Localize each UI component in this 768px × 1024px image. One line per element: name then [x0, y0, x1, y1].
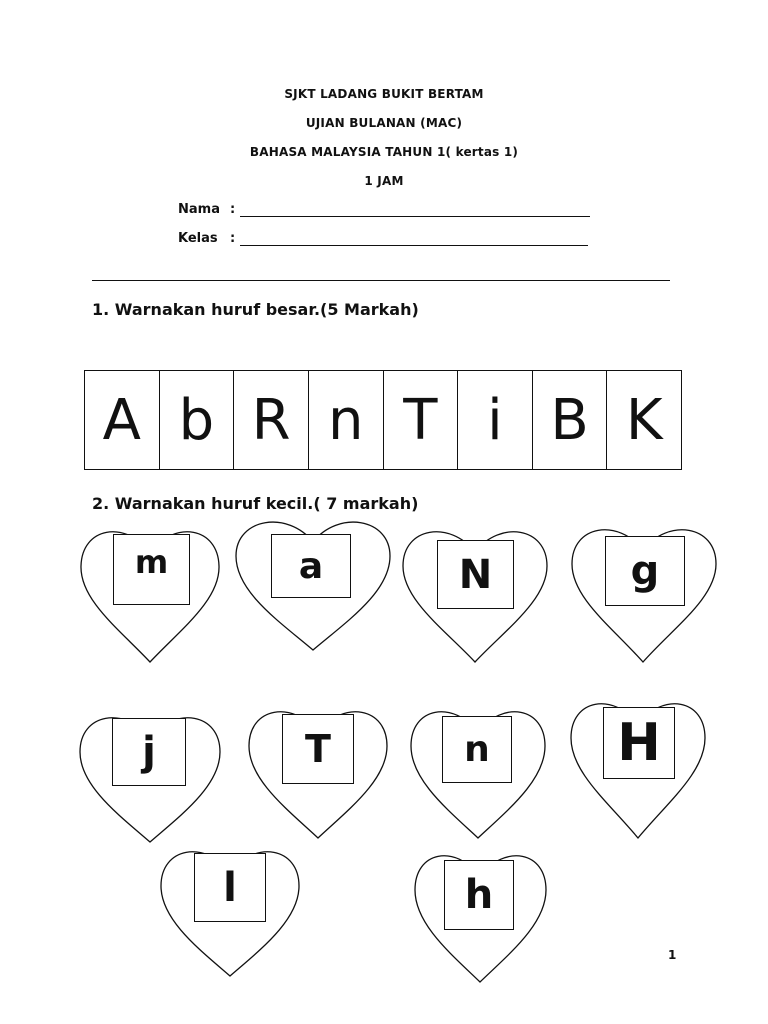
letter-cell[interactable]: T	[384, 371, 459, 469]
heart-letter-box[interactable]: n	[442, 716, 512, 783]
question-1-text: 1. Warnakan huruf besar.(5 Markah)	[92, 300, 419, 319]
heart-letter-box[interactable]: h	[444, 860, 514, 930]
class-colon: :	[230, 231, 236, 246]
heart-letter-box[interactable]: m	[113, 534, 190, 605]
heart-letter-box[interactable]: N	[437, 540, 514, 609]
page-number: 1	[668, 948, 677, 962]
heart-letter-box[interactable]: l	[194, 853, 266, 922]
school-name: SJKT LADANG BUKIT BERTAM	[284, 87, 484, 101]
name-colon: :	[230, 202, 236, 217]
question-2-text: 2. Warnakan huruf kecil.( 7 markah)	[92, 494, 419, 513]
letter-cell[interactable]: A	[85, 371, 160, 469]
exam-duration: 1 JAM	[364, 174, 404, 188]
subject-title: BAHASA MALAYSIA TAHUN 1( kertas 1)	[249, 145, 519, 159]
heart-letter-box[interactable]: g	[605, 536, 685, 606]
letter-cell[interactable]: n	[309, 371, 384, 469]
letter-cell[interactable]: B	[533, 371, 608, 469]
exam-title: UJIAN BULANAN (MAC)	[305, 116, 463, 130]
heart-letter-box[interactable]: T	[282, 714, 354, 784]
heart-letter-box[interactable]: H	[603, 707, 675, 779]
heart-letter-box[interactable]: a	[271, 534, 351, 598]
letter-cell[interactable]: K	[625, 387, 663, 453]
letter-cell[interactable]: R	[234, 371, 309, 469]
letter-cell[interactable]: i	[458, 371, 533, 469]
name-label: Nama	[178, 202, 220, 217]
letter-cell[interactable]: b	[160, 371, 235, 469]
class-label: Kelas	[178, 231, 218, 246]
heart-letter-box[interactable]: j	[112, 718, 186, 786]
